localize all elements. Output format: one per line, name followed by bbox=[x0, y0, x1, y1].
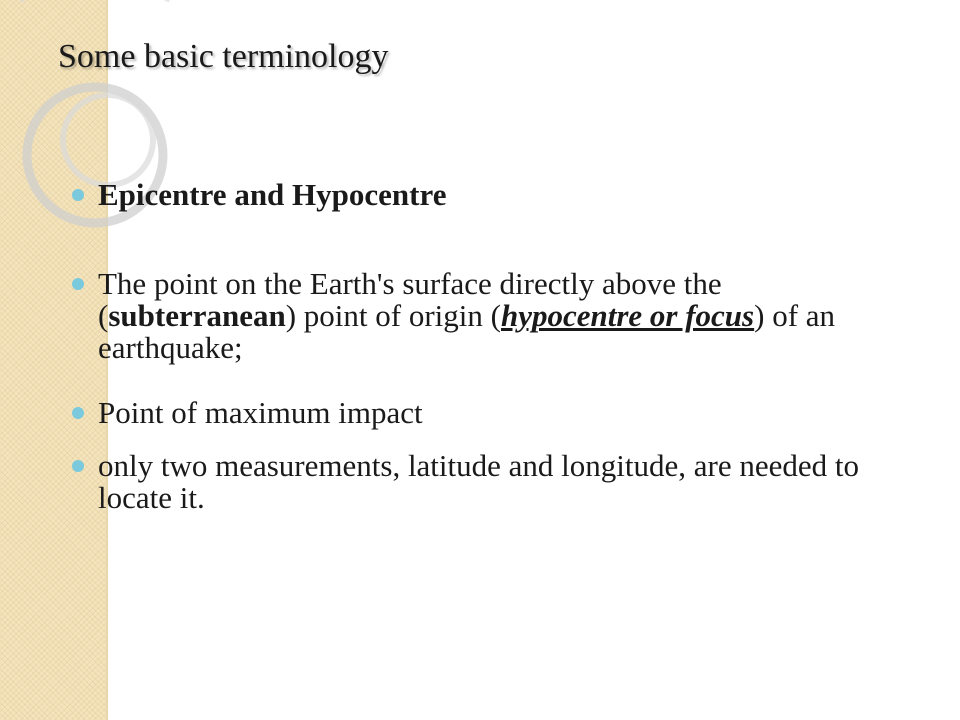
bullet-dot-icon bbox=[72, 407, 84, 419]
bullet-text: Point of maximum impact bbox=[98, 395, 423, 430]
slide-title: Some basic terminology bbox=[58, 38, 389, 75]
bullet-dot-icon bbox=[72, 278, 84, 290]
bullet-text-run: ) point of origin ( bbox=[285, 298, 501, 333]
bullet-bold-italic-text: hypocentre or focus bbox=[500, 298, 755, 333]
bullet-text bbox=[98, 179, 898, 211]
bullet-dot-icon bbox=[72, 460, 84, 472]
bullet-text-run: The point on the Earth's surface directly above the ( bbox=[98, 266, 722, 333]
bullet-text: only two measurements, latitude and longitude, are needed to locate it. bbox=[98, 448, 859, 515]
bullet-bold-text: subterranean bbox=[108, 298, 286, 333]
bullet-text bbox=[98, 268, 898, 364]
bullet-bold-text: Epicentre and Hypocentre bbox=[98, 177, 447, 212]
bullet-text-run: ) of an earthquake; bbox=[98, 298, 836, 365]
bullet-dot-icon bbox=[72, 189, 84, 201]
